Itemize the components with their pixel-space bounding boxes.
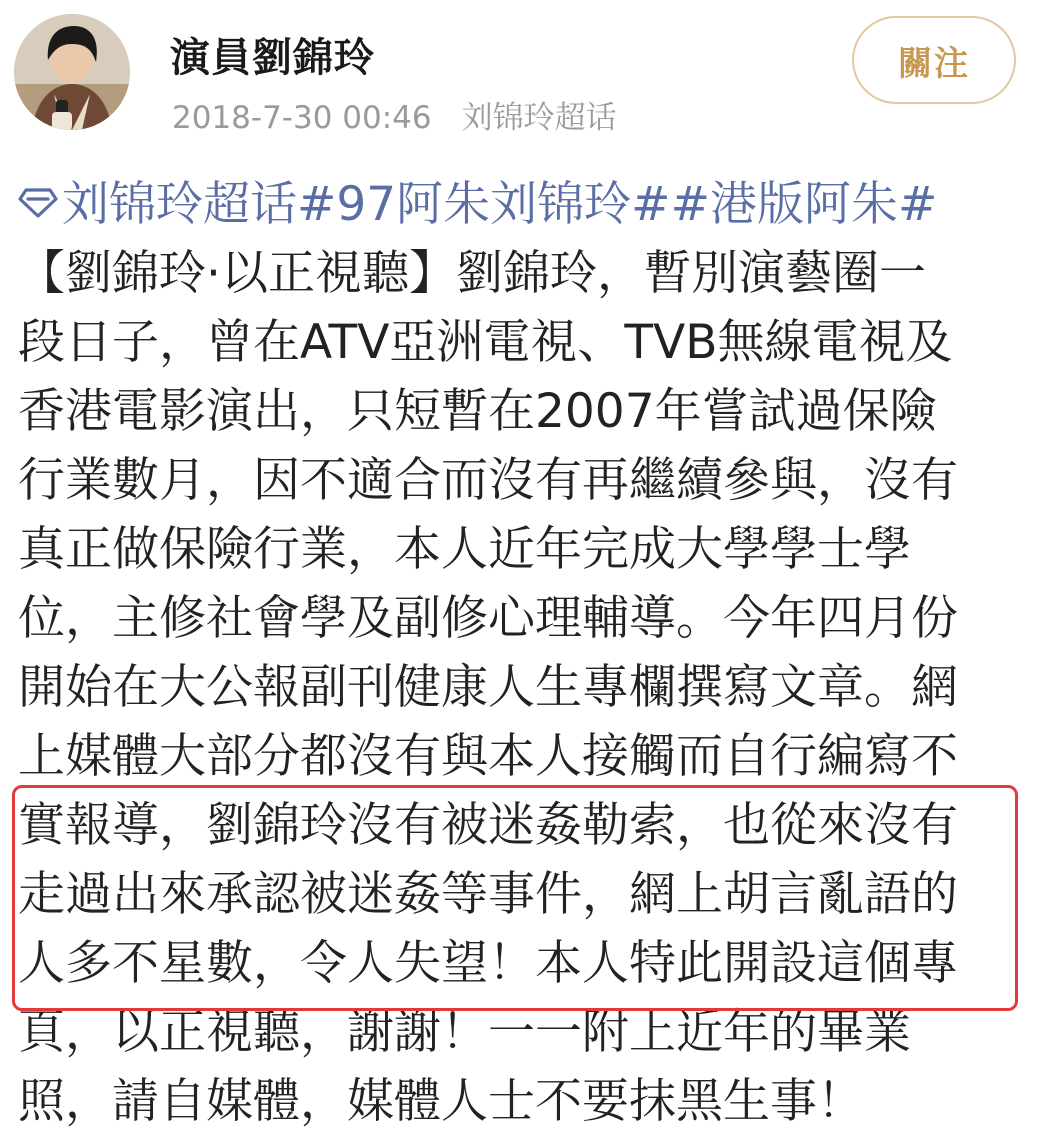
post-body xyxy=(18,170,1048,1136)
hashtag-link[interactable]: #97阿朱刘锦玲# xyxy=(297,177,671,232)
post-text-line: 位，主修社會學及副修心理輔導。今年四月份 xyxy=(18,591,958,646)
supertopic-link[interactable]: 刘锦玲超话 xyxy=(62,177,297,232)
post-text-line: 【劉錦玲·以正視聽】劉錦玲，暫別演藝圈一 xyxy=(18,246,926,301)
diamond-icon xyxy=(18,182,58,222)
post-text-line: 人多不星數，令人失望！本人特此開設這個專 xyxy=(18,936,958,991)
post-source-link[interactable]: 刘锦玲超话 xyxy=(461,100,617,136)
post-text-line: 走過出來承認被迷姦等事件，網上胡言亂語的 xyxy=(18,867,958,922)
post-text-line: 段日子，曾在ATV亞洲電視、TVB無線電視及 xyxy=(18,315,953,370)
post-text-line: 照，請自媒體，媒體人士不要抹黑生事！ xyxy=(18,1074,864,1129)
post-text-line: 開始在大公報副刊健康人生專欄撰寫文章。網 xyxy=(18,660,958,715)
post-text-line: 頁，以正視聽，謝謝！一一附上近年的畢業 xyxy=(18,1005,911,1060)
avatar-photo-icon xyxy=(14,14,130,130)
post-meta xyxy=(172,92,617,137)
post-text-line: 真正做保險行業，本人近年完成大學學士學 xyxy=(18,522,911,577)
post-timestamp: 2018-7-30 00:46 xyxy=(172,100,432,136)
post-header xyxy=(0,0,1056,160)
post-text-line: 行業數月，因不適合而沒有再繼續參與，沒有 xyxy=(18,453,958,508)
author-name[interactable]: 演員劉錦玲 xyxy=(170,35,375,81)
post-text-line: 香港電影演出，只短暫在2007年嘗試過保險 xyxy=(18,384,937,439)
post-text-line: 上媒體大部分都沒有與本人接觸而自行編寫不 xyxy=(18,729,958,784)
avatar[interactable] xyxy=(14,14,130,130)
follow-button[interactable]: 關注 xyxy=(852,16,1016,104)
hashtag-link[interactable]: #港版阿朱# xyxy=(670,177,938,232)
post-topics-line xyxy=(18,170,1048,239)
post-text-line: 實報導，劉錦玲沒有被迷姦勒索，也從來沒有 xyxy=(18,798,958,853)
